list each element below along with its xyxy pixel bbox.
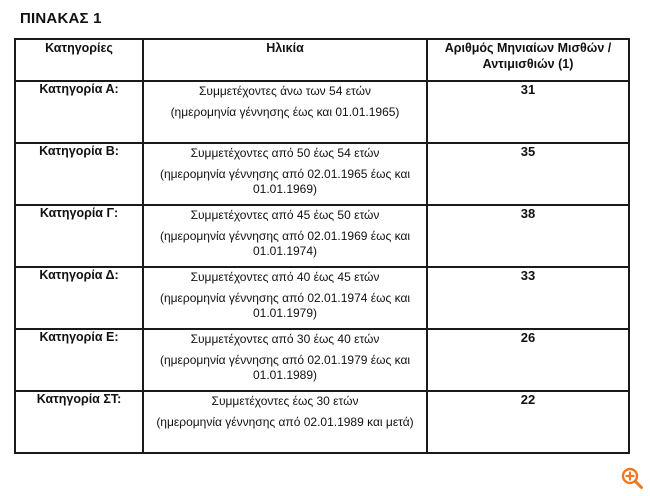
category-cell: Κατηγορία ΣΤ: — [15, 391, 143, 453]
age-range: Συμμετέχοντες από 40 έως 45 ετών — [190, 270, 380, 284]
age-cell — [143, 329, 427, 391]
age-range: Συμμετέχοντες άνω των 54 ετών — [199, 84, 371, 98]
age-cell — [143, 143, 427, 205]
table-row — [15, 391, 629, 453]
table-row — [15, 81, 629, 143]
salary-count-cell: 33 — [427, 267, 629, 329]
zoom-in-button[interactable] — [620, 466, 644, 490]
page-title: ΠΙΝΑΚΑΣ 1 — [20, 10, 102, 27]
age-cell — [143, 391, 427, 453]
table-header-row — [15, 39, 629, 81]
category-cell: Κατηγορία Δ: — [15, 267, 143, 329]
age-range: Συμμετέχοντες από 50 έως 54 ετών — [190, 146, 380, 160]
salary-count-cell: 38 — [427, 205, 629, 267]
header-category: Κατηγορίες — [15, 39, 143, 81]
header-salary-count: Αριθμός Μηνιαίων Μισθών /Αντιμισθιών (1) — [427, 39, 629, 81]
age-range: Συμμετέχοντες από 30 έως 40 ετών — [190, 332, 380, 346]
header-age: Ηλικία — [143, 39, 427, 81]
salary-count-cell: 22 — [427, 391, 629, 453]
age-range: Συμμετέχοντες από 45 έως 50 ετών — [190, 208, 380, 222]
category-cell: Κατηγορία Γ: — [15, 205, 143, 267]
salary-count-cell: 35 — [427, 143, 629, 205]
table-row — [15, 143, 629, 205]
zoom-in-icon — [620, 466, 644, 490]
category-cell: Κατηγορία Β: — [15, 143, 143, 205]
age-range: Συμμετέχοντες έως 30 ετών — [211, 394, 359, 408]
category-cell: Κατηγορία Ε: — [15, 329, 143, 391]
birthdate-range: (ημερομηνία γέννησης από 02.01.1989 και μετά) — [156, 415, 414, 429]
table-row — [15, 329, 629, 391]
table-row — [15, 267, 629, 329]
birthdate-range: (ημερομηνία γέννησης από 02.01.1979 έως και 01.01.1989) — [159, 353, 411, 382]
age-cell — [143, 81, 427, 143]
age-cell — [143, 205, 427, 267]
salary-count-cell: 26 — [427, 329, 629, 391]
birthdate-range: (ημερομηνία γέννησης από 02.01.1965 έως και 01.01.1969) — [159, 167, 411, 196]
salary-count-cell: 31 — [427, 81, 629, 143]
birthdate-range: (ημερομηνία γέννησης από 02.01.1974 έως και 01.01.1979) — [159, 291, 411, 320]
category-cell: Κατηγορία Α: — [15, 81, 143, 143]
birthdate-range: (ημερομηνία γέννησης έως και 01.01.1965) — [170, 105, 400, 119]
table-row — [15, 205, 629, 267]
age-cell — [143, 267, 427, 329]
birthdate-range: (ημερομηνία γέννησης από 02.01.1969 έως και 01.01.1974) — [159, 229, 411, 258]
salary-table — [14, 38, 630, 454]
